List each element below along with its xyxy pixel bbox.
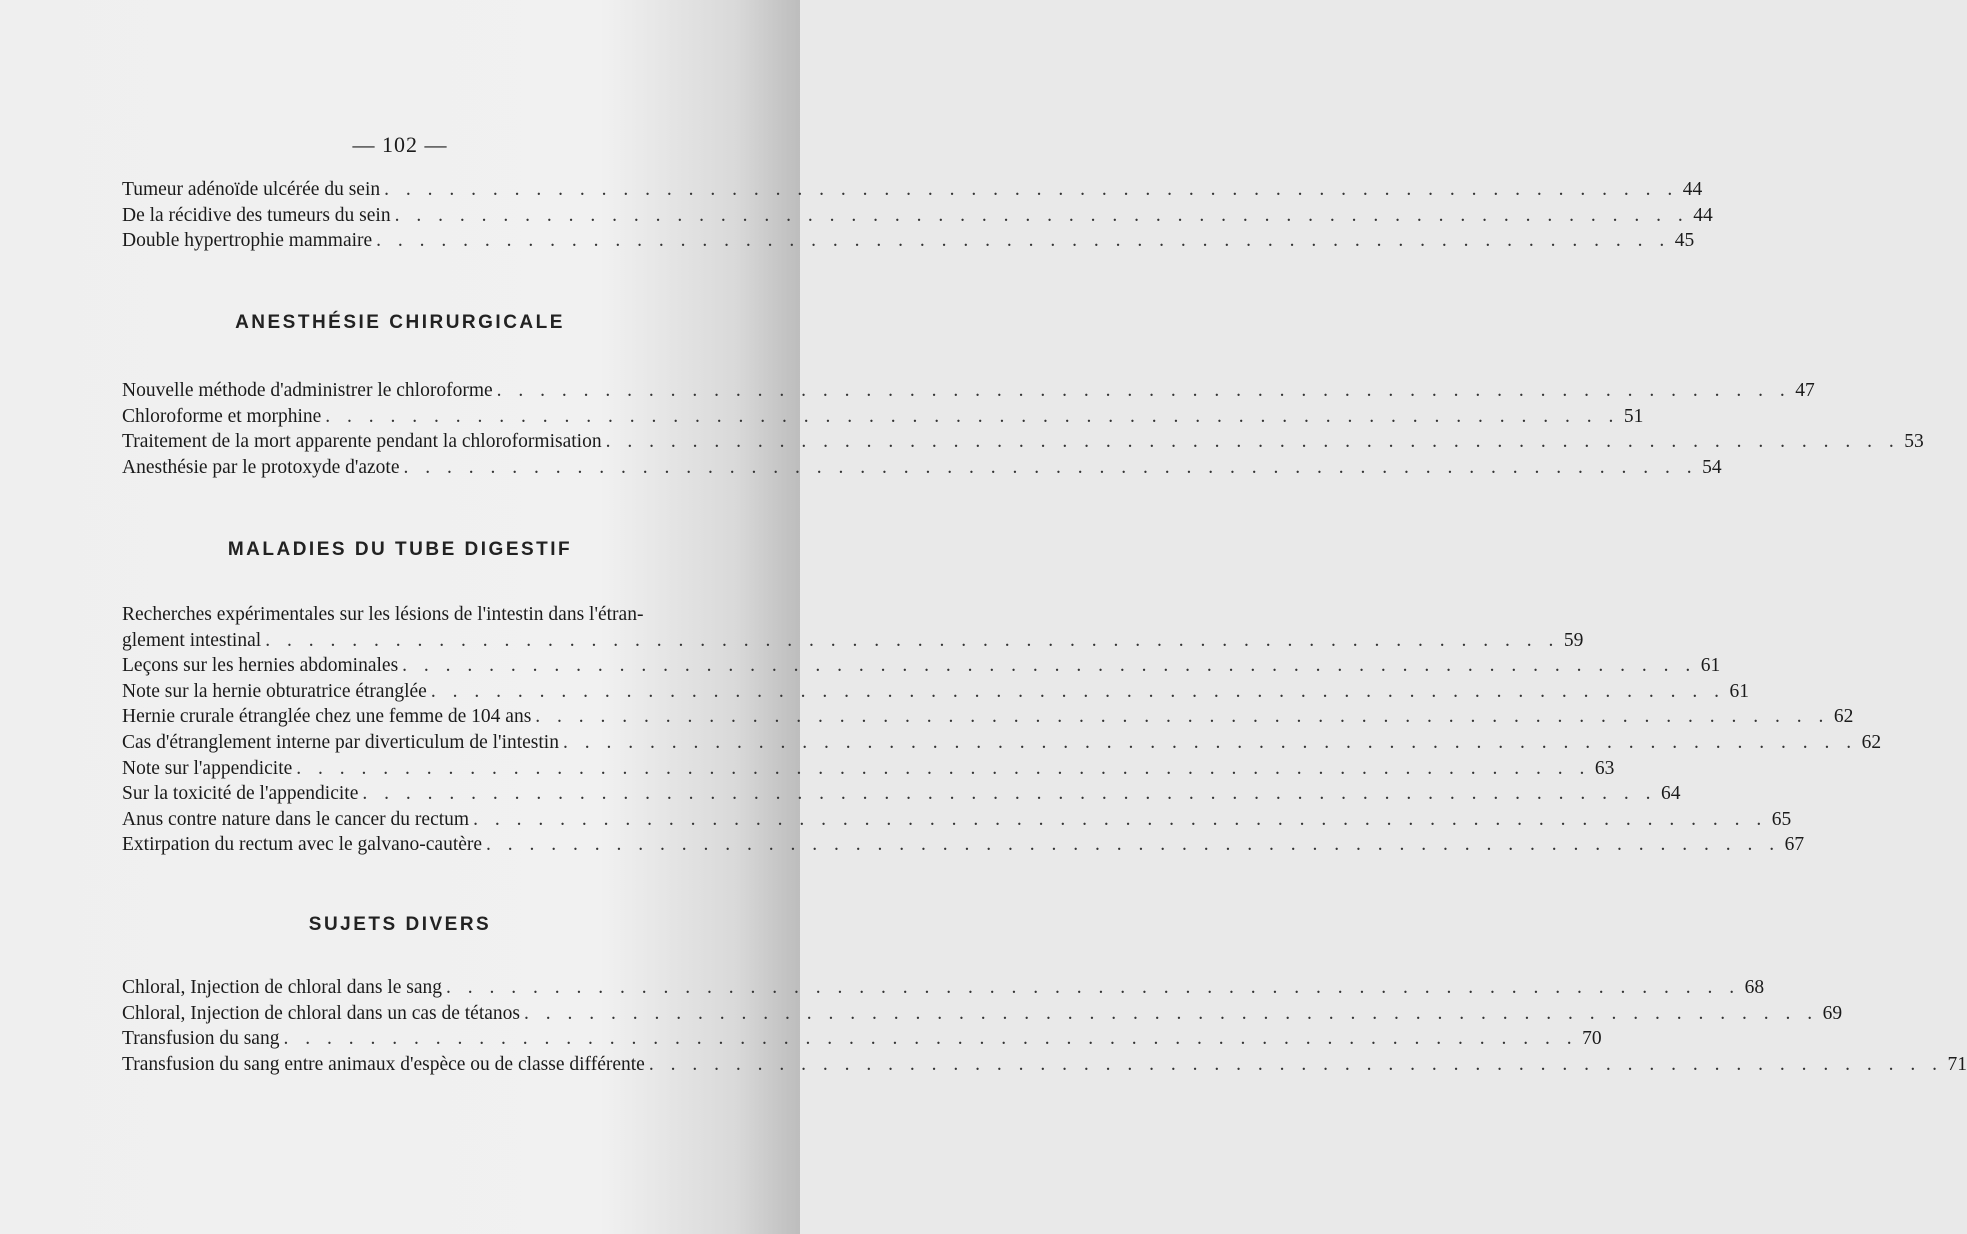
toc-entry [122,832,1805,858]
toc-entry-title: Hernie crurale étranglée chez une femme de 104 ans [122,706,532,728]
toc-entry-page: 59 [1563,629,1584,651]
toc-entry-page: 51 [1623,405,1644,427]
toc-entry-page: 65 [1771,808,1792,830]
toc-entry-title: Transfusion du sang [122,1028,280,1050]
dot-leader [296,756,1590,782]
toc-entry [122,975,1765,1001]
dot-leader [649,1052,1943,1078]
toc-entry-title: Nouvelle méthode d'administrer le chloroforme [122,380,493,401]
dot-leader [486,832,1780,858]
toc-entry [122,203,1713,229]
dot-leader [524,1001,1818,1027]
toc-entry [122,177,1703,203]
toc-entry-title: Anesthésie par le protoxyde d'azote [122,456,400,478]
dot-leader [473,807,1767,833]
toc-entry [122,1001,1843,1027]
toc-block-digestive [122,602,1882,858]
dot-leader [376,228,1670,254]
toc-entry [122,756,1615,782]
toc-entry-page: 53 [1904,431,1924,453]
toc-entry [122,602,708,628]
toc-entry-page: 64 [1660,783,1681,805]
toc-entry-title: De la récidive des tumeurs du sein [122,204,391,226]
dot-leader [362,781,1656,807]
toc-entry-page: 44 [1682,179,1703,200]
toc-block-anesthesia [122,378,1924,480]
toc-entry-page: 47 [1795,380,1815,401]
toc-entry [122,781,1681,807]
toc-entry [122,628,1584,654]
toc-entry-page: 68 [1744,977,1765,998]
section-heading-digestive: MALADIES DU TUBE DIGESTIF [227,539,573,560]
dot-leader [431,679,1725,705]
toc-entry [122,653,1721,679]
dot-leader [384,177,1678,203]
dot-leader [402,653,1696,679]
dot-leader [446,975,1740,1001]
toc-entry [122,1026,1602,1052]
toc-entry-page: 54 [1702,456,1722,478]
toc-entry [122,404,1644,430]
toc-entry [122,807,1792,833]
dot-leader [395,203,1689,229]
toc-entry [122,1052,1967,1078]
toc-entry-title: Extirpation du rectum avec le galvano-cautère [122,834,483,856]
toc-entry-page: 62 [1861,731,1882,753]
toc-entry [122,730,1882,756]
dot-leader [404,455,1698,481]
toc-entry-title: glement intestinal [122,629,262,651]
toc-entry-title: Sur la toxicité de l'appendicite [122,783,359,805]
toc-entry-title: Note sur l'appendicite [122,757,293,779]
page-number: — 102 — [352,132,448,157]
dot-leader [535,704,1829,730]
toc-entry-title: Note sur la hernie obturatrice étranglée [122,680,427,702]
toc-entry-title: Chloroforme et morphine [122,405,322,427]
toc-entry-title: Transfusion du sang entre animaux d'espèce ou de classe différente [122,1053,645,1075]
dot-leader [606,429,1900,455]
section-heading-anesthesia: ANESTHÉSIE CHIRURGICALE [235,312,565,333]
toc-entry-page: 61 [1700,655,1721,677]
section-heading-misc: SUJETS DIVERS [308,914,492,935]
toc-entry-page: 45 [1674,230,1695,252]
toc-block-misc [122,975,1967,1077]
toc-entry-title: Chloral, Injection de chloral dans un cas de tétanos [122,1002,520,1024]
toc-entry-title: Leçons sur les hernies abdominales [122,655,399,677]
toc-block-breast [122,177,1713,254]
dot-leader [325,404,1619,430]
dot-leader [265,628,1559,654]
dot-leader [497,378,1791,404]
toc-entry-title: Anus contre nature dans le cancer du rectum [122,808,470,830]
toc-entry-title: Traitement de la mort apparente pendant la chloroformisation [122,431,602,453]
toc-entry [122,679,1749,705]
toc-entry-page: 44 [1693,204,1713,226]
toc-entry-page: 67 [1784,834,1805,856]
toc-entry-page: 61 [1729,680,1749,702]
toc-entry [122,455,1722,481]
toc-entry-page: 69 [1822,1002,1843,1024]
toc-entry-title: Chloral, Injection de chloral dans le sang [122,977,443,998]
toc-entry-title: Double hypertrophie mammaire [122,230,373,252]
dot-leader [563,730,1857,756]
toc-entry [122,704,1854,730]
toc-entry-title: Recherches expérimentales sur les lésions de l'intestin dans l'étran- [122,604,644,625]
toc-entry-page: 62 [1833,706,1854,728]
toc-entry-page: 70 [1582,1028,1602,1050]
toc-entry-title: Cas d'étranglement interne par diverticulum de l'intestin [122,731,559,753]
toc-entry-page: 63 [1594,757,1615,779]
toc-entry-page: 71 [1947,1053,1967,1075]
toc-entry [122,228,1695,254]
toc-entry-title: Tumeur adénoïde ulcérée du sein [122,179,381,200]
toc-entry [122,429,1924,455]
toc-entry [122,378,1815,404]
dot-leader [283,1026,1577,1052]
